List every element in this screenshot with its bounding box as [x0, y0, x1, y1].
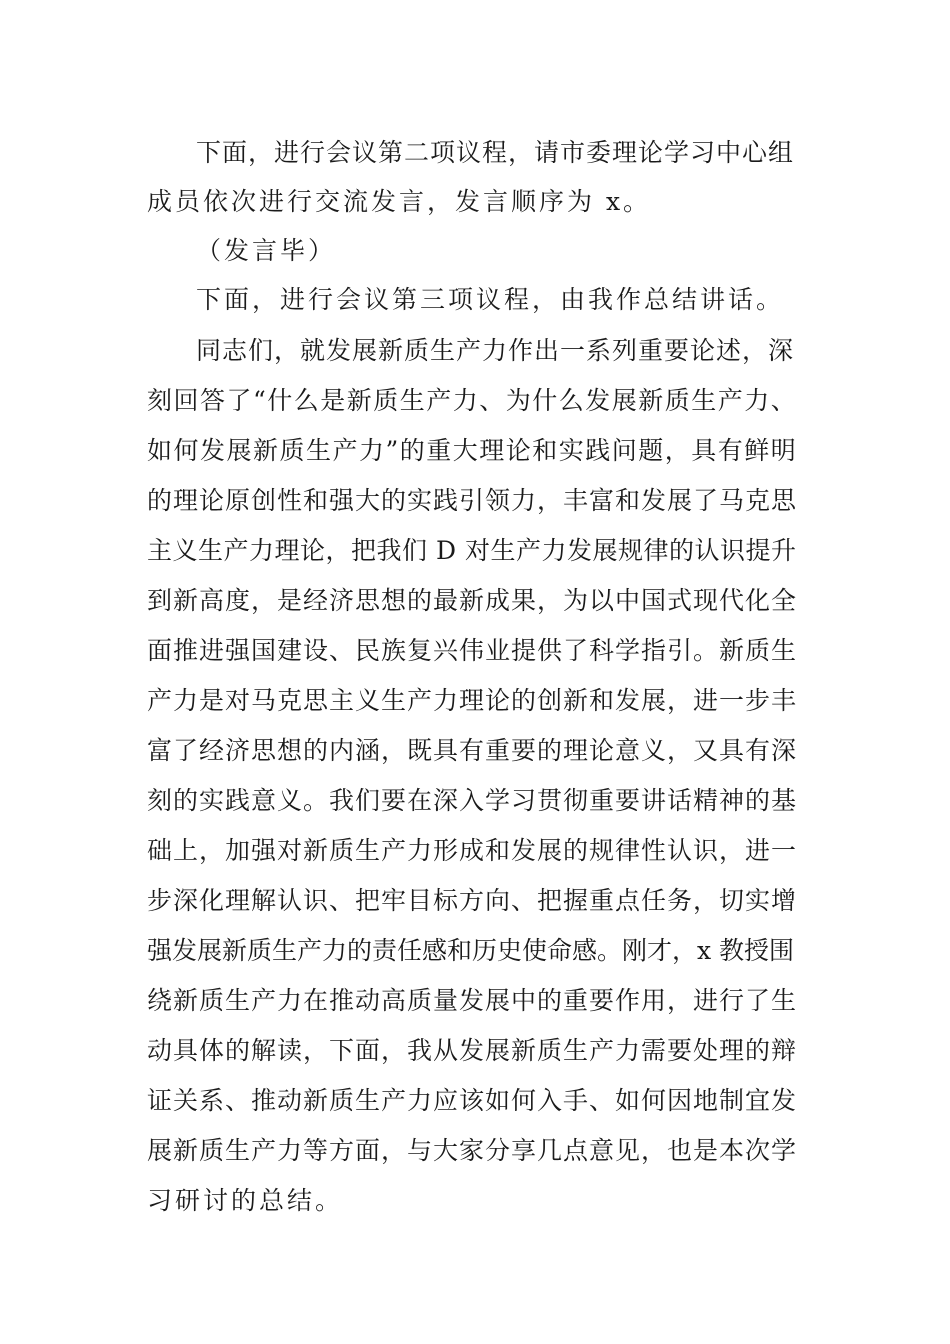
paragraph-4-line-5: 主义生产力理论，把我们 D 对生产力发展规律的认识提升: [147, 536, 797, 565]
paragraph-4-line-12: 步深化理解认识、把牢目标方向、把握重点任务，切实增: [147, 886, 798, 915]
paragraph-4-line-17: 展新质生产力等方面，与大家分享几点意见，也是本次学: [147, 1136, 798, 1165]
paragraph-4-line-13: 强发展新质生产力的责任感和历史使命感。刚才，x 教授围: [147, 936, 795, 965]
paragraph-4-line-11: 础上，加强对新质生产力形成和发展的规律性认识，进一: [147, 836, 798, 865]
paragraph-4-line-10: 刻的实践意义。我们要在深入学习贯彻重要讲话精神的基: [147, 786, 798, 815]
paragraph-3-line-1: 下面，进行会议第三项议程，由我作总结讲话。: [196, 285, 785, 314]
paragraph-4-line-8: 产力是对马克思主义生产力理论的创新和发展，进一步丰: [147, 686, 798, 715]
paragraph-4-line-3: 如何发展新质生产力”的重大理论和实践问题，具有鲜明: [147, 436, 798, 465]
paragraph-4-line-4: 的理论原创性和强大的实践引领力，丰富和发展了马克思: [147, 486, 798, 515]
paragraph-4-line-6: 到新高度，是经济思想的最新成果，为以中国式现代化全: [147, 586, 798, 615]
paragraph-4-line-15: 动具体的解读，下面，我从发展新质生产力需要处理的辩: [147, 1036, 798, 1065]
paragraph-2-line-1: （发言毕）: [196, 236, 337, 265]
paragraph-4-line-1: 同志们，就发展新质生产力作出一系列重要论述，深: [196, 336, 795, 365]
paragraph-4-line-2: 刻回答了“什么是新质生产力、为什么发展新质生产力、: [147, 386, 798, 415]
paragraph-4-line-14: 绕新质生产力在推动高质量发展中的重要作用，进行了生: [147, 986, 798, 1015]
paragraph-4-line-18: 习研讨的总结。: [147, 1186, 344, 1215]
paragraph-4-line-16: 证关系、推动新质生产力应该如何入手、如何因地制宜发: [147, 1086, 798, 1115]
paragraph-4-line-7: 面推进强国建设、民族复兴伟业提供了科学指引。新质生: [147, 636, 798, 665]
paragraph-1-line-2: 成员依次进行交流发言，发言顺序为 x。: [147, 187, 652, 216]
paragraph-4-line-9: 富了经济思想的内涵，既具有重要的理论意义，又具有深: [147, 736, 798, 765]
paragraph-1-line-1: 下面，进行会议第二项议程，请市委理论学习中心组: [196, 138, 795, 167]
